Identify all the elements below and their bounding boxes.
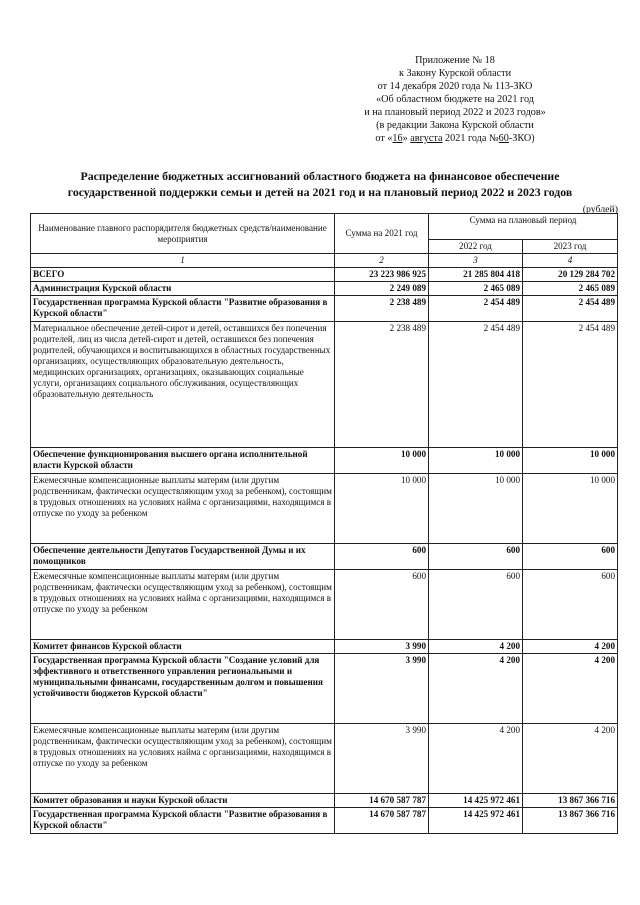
appendix-law-ref: к Закону Курской области: [398, 68, 512, 79]
row-name: Комитет финансов Курской области: [31, 640, 335, 654]
row-value-2023: 4 200: [523, 724, 618, 794]
col-number-4: 4: [523, 254, 618, 268]
row-value-2022: 4 200: [429, 640, 523, 654]
row-name: ВСЕГО: [31, 268, 335, 282]
row-name: Обеспечение функционирования высшего органа исполнительной власти Курской области: [31, 448, 335, 474]
row-value-2021: 10 000: [335, 474, 429, 544]
row-value-2022: 600: [429, 570, 523, 640]
row-value-2021: 3 990: [335, 640, 429, 654]
row-value-2021: 14 670 587 787: [335, 794, 429, 808]
row-value-2022: 2 454 489: [429, 296, 523, 322]
row-value-2023: 4 200: [523, 640, 618, 654]
row-value-2023: 10 000: [523, 448, 618, 474]
row-value-2021: 600: [335, 544, 429, 570]
row-value-2021: 2 238 489: [335, 296, 429, 322]
appendix-edition-date: от «16» августа 2021 года №60-ЗКО): [375, 133, 535, 144]
row-value-2023: 13 867 366 716: [523, 794, 618, 808]
row-name: Государственная программа Курской области "Развитие образования в Курской области": [31, 808, 335, 834]
table-row: [31, 268, 618, 282]
row-value-2022: 600: [429, 544, 523, 570]
table-row: [31, 448, 618, 474]
header-2022: 2022 год: [429, 240, 523, 254]
table-row: [31, 654, 618, 724]
col-number-2: 2: [335, 254, 429, 268]
table-row: [31, 474, 618, 544]
row-value-2022: 4 200: [429, 654, 523, 724]
row-value-2023: 20 129 284 702: [523, 268, 618, 282]
row-value-2022: 10 000: [429, 474, 523, 544]
row-value-2023: 4 200: [523, 654, 618, 724]
table-row: [31, 640, 618, 654]
row-value-2023: 2 454 489: [523, 322, 618, 448]
row-value-2021: 10 000: [335, 448, 429, 474]
table-row: [31, 296, 618, 322]
row-name: Материальное обеспечение детей-сирот и детей, оставшихся без попечения родителей, лиц из числа детей-сирот и детей, оставшихся без попечения родителей, обучающихся и воспитывающихся в областных государственных организациях, осуществляющих образовательную деятельность, медицинских организациях, организациях, оказывающих социальные услуги, организациях социального обслуживания, осуществляющих образовательную деятельность: [31, 322, 335, 448]
row-value-2022: 2 454 489: [429, 322, 523, 448]
appendix-header: [330, 54, 580, 145]
row-value-2023: 2 465 089: [523, 282, 618, 296]
header-name: Наименование главного распорядителя бюджетных средств/наименование мероприятия: [31, 214, 335, 254]
appendix-edition: (в редакции Закона Курской области: [376, 120, 534, 131]
table-row: [31, 544, 618, 570]
row-value-2022: 2 465 089: [429, 282, 523, 296]
row-name: Обеспечение деятельности Депутатов Государственной Думы и их помощников: [31, 544, 335, 570]
table-row: [31, 794, 618, 808]
appendix-number: Приложение № 18: [415, 55, 495, 66]
table-row: [31, 282, 618, 296]
row-value-2023: 600: [523, 544, 618, 570]
row-name: Государственная программа Курской области "Развитие образования в Курской области": [31, 296, 335, 322]
row-name: Государственная программа Курской области "Создание условий для эффективного и ответственного управления региональными и муниципальными финансами, государственным долгом и повышения устойчивости бюджетов Курской области": [31, 654, 335, 724]
row-value-2021: 2 249 089: [335, 282, 429, 296]
col-number-3: 3: [429, 254, 523, 268]
header-2023: 2023 год: [523, 240, 618, 254]
row-value-2021: 600: [335, 570, 429, 640]
row-value-2022: 21 285 804 418: [429, 268, 523, 282]
table-row: [31, 724, 618, 794]
table-row: [31, 322, 618, 448]
document-title-line-2: государственной поддержки семьи и детей на 2021 год и на плановый период 2022 и 2023 годов: [67, 185, 573, 199]
document-title: [40, 168, 600, 200]
row-value-2023: 600: [523, 570, 618, 640]
appendix-law-title-1: «Об областном бюджете на 2021 год: [376, 94, 534, 105]
row-name: Ежемесячные компенсационные выплаты матерям (или другим родственникам, фактически осуществляющим уход за ребенком), состоящим в трудовых отношениях на условиях найма с организациями, находящимся в отпуске по уходу за ребенком: [31, 570, 335, 640]
header-sum-2021: Сумма на 2021 год: [335, 214, 429, 254]
row-name: Ежемесячные компенсационные выплаты матерям (или другим родственникам, фактически осуществляющим уход за ребенком), состоящим в трудовых отношениях на условиях найма с организациями, находящимся в отпуске по уходу за ребенком: [31, 474, 335, 544]
table-row: [31, 570, 618, 640]
document-title-line-1: Распределение бюджетных ассигнований областного бюджета на финансовое обеспечение: [80, 169, 560, 183]
row-value-2021: 3 990: [335, 724, 429, 794]
row-name: Комитет образования и науки Курской области: [31, 794, 335, 808]
row-value-2022: 14 425 972 461: [429, 794, 523, 808]
col-number-1: 1: [31, 254, 335, 268]
row-value-2023: 2 454 489: [523, 296, 618, 322]
row-value-2023: 13 867 366 716: [523, 808, 618, 834]
row-value-2021: 14 670 587 787: [335, 808, 429, 834]
table-row: [31, 808, 618, 834]
appendix-law-title-2: и на плановый период 2022 и 2023 годов»: [364, 107, 546, 118]
row-value-2023: 10 000: [523, 474, 618, 544]
row-value-2022: 10 000: [429, 448, 523, 474]
units-label: (рублей): [582, 204, 618, 215]
row-value-2021: 23 223 986 925: [335, 268, 429, 282]
row-value-2021: 2 238 489: [335, 322, 429, 448]
edition-number: 60: [498, 133, 509, 144]
budget-table: [30, 213, 618, 834]
row-name: Администрация Курской области: [31, 282, 335, 296]
row-name: Ежемесячные компенсационные выплаты матерям (или другим родственникам, фактически осуществляющим уход за ребенком), состоящим в трудовых отношениях на условиях найма с организациями, находящимся в отпуске по уходу за ребенком: [31, 724, 335, 794]
appendix-law-date: от 14 декабря 2020 года № 113-ЗКО: [377, 81, 533, 92]
row-value-2022: 14 425 972 461: [429, 808, 523, 834]
header-planned-period: Сумма на плановый период: [429, 214, 618, 240]
row-value-2021: 3 990: [335, 654, 429, 724]
row-value-2022: 4 200: [429, 724, 523, 794]
edition-month: августа: [410, 133, 443, 144]
edition-day: 16: [392, 133, 403, 144]
